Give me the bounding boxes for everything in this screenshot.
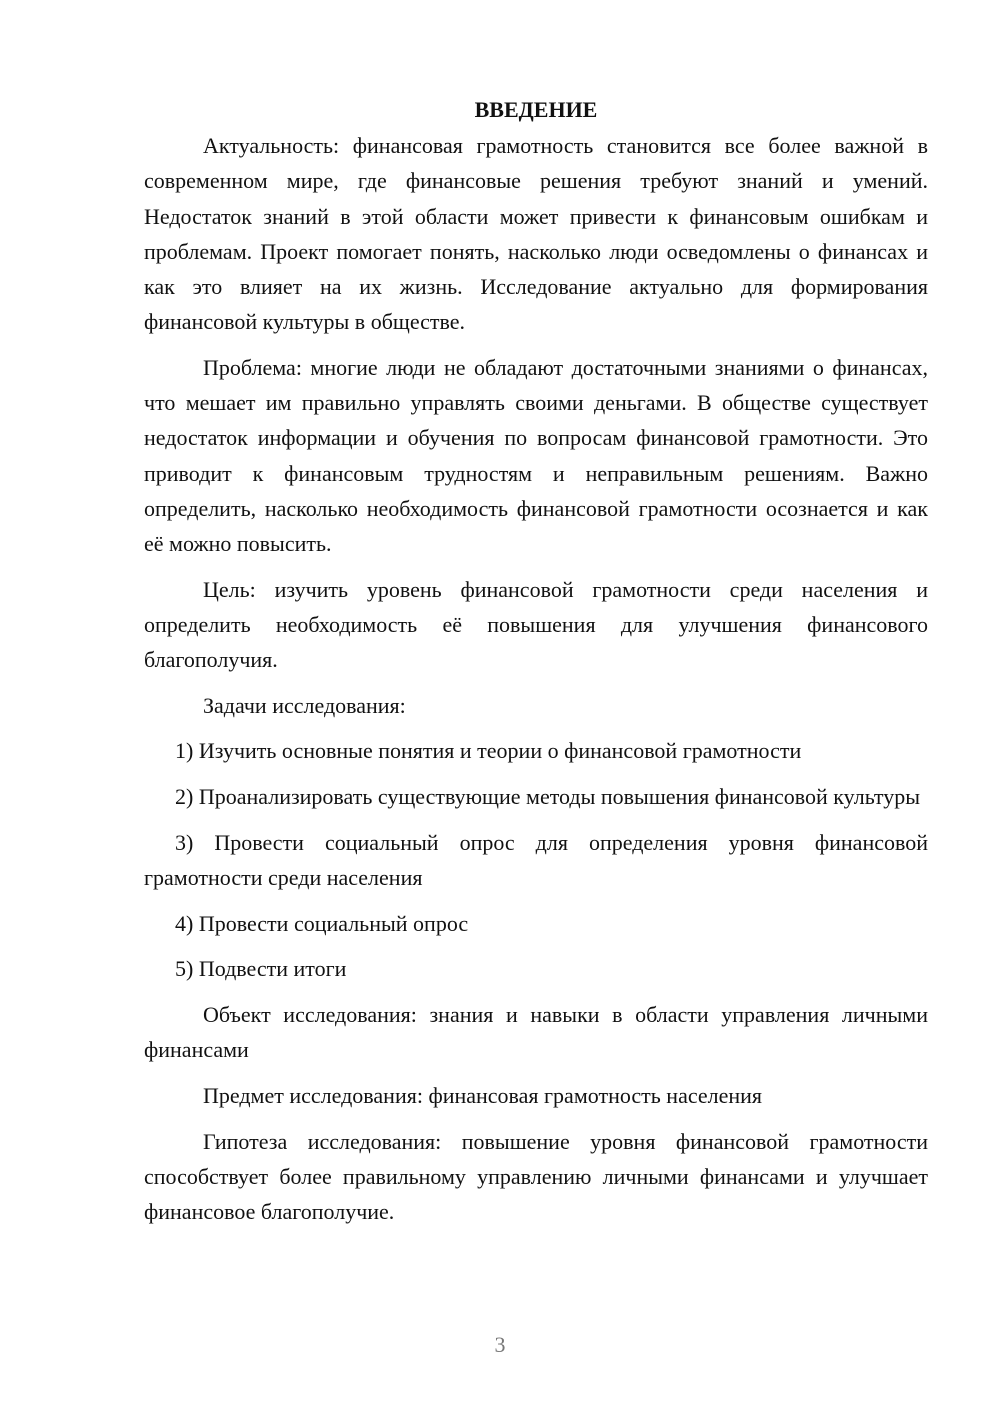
task-item: 4) Провести социальный опрос xyxy=(175,910,469,936)
task-item: 5) Подвести итоги xyxy=(175,956,347,982)
task-item: 2) Проанализировать существующие методы повышения финансовой культуры xyxy=(175,784,920,810)
paragraph-hypothesis: Гипотеза исследования: повышение уровня финансовой грамотности способствует более правильному управлению личными финансами и улучшает финансовое благополучие. xyxy=(144,1128,928,1225)
task-item: 1) Изучить основные понятия и теории о финансовой грамотности xyxy=(175,738,802,764)
paragraph-problem: Проблема: многие люди не обладают достаточными знаниями о финансах, что мешает им правильно управлять своими деньгами. В обществе существует недостаток информации и обучения по вопросам финансовой грамотности. Это приводит к финансовым трудностям и неправильным решениям. Важно определить, насколько необходимость финансовой грамотности осознается и как её можно повысить. xyxy=(144,354,928,556)
page-content xyxy=(144,92,928,1240)
section-heading: ВВЕДЕНИЕ xyxy=(474,97,598,122)
paragraph-object: Объект исследования: знания и навыки в области управления личными финансами xyxy=(144,1002,928,1063)
task-item: 3) Провести социальный опрос для определения уровня финансовой грамотности среди населения xyxy=(144,829,928,891)
paragraph-subject: Предмет исследования: финансовая грамотность населения xyxy=(203,1083,763,1109)
page-number: 3 xyxy=(494,1332,506,1357)
paragraph-goal: Цель: изучить уровень финансовой грамотности среди населения и определить необходимость её повышения для улучшения финансового благополучия. xyxy=(144,576,928,673)
tasks-label: Задачи исследования: xyxy=(203,692,406,718)
paragraph-relevance: Актуальность: финансовая грамотность становится все более важной в современном мире, где финансовые решения требуют знаний и умений. Недостаток знаний в этой области может привести к финансовым ошибкам и проблемам. Проект помогает понять, насколько люди осведомлены о финансах и как это влияет на их жизнь. Исследование актуально для формирования финансовой культуры в обществе. xyxy=(144,133,928,335)
